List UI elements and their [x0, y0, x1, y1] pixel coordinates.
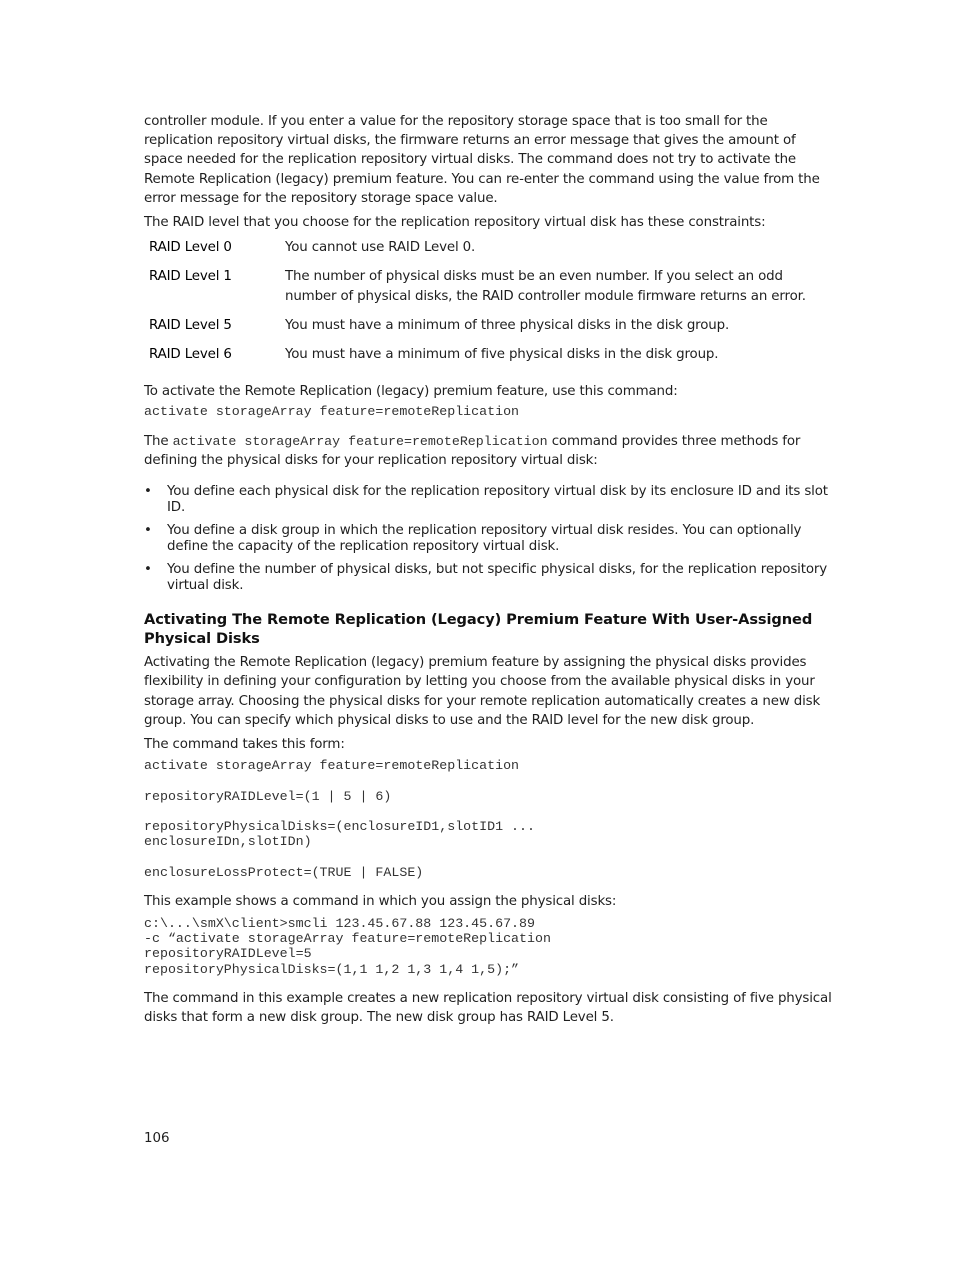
raid-level-label: RAID Level 5	[149, 317, 232, 333]
raid-level-description: You cannot use RAID Level 0.	[285, 240, 476, 256]
list-item	[144, 562, 836, 594]
raid-level-description: You must have a minimum of three physical disks in the disk group.	[285, 317, 730, 333]
methods-prefix: The	[144, 433, 173, 449]
section-paragraph: Activating the Remote Replication (legacy) premium feature by assigning the physical disks provides flexibility in defining your configuration by letting you choose from the available physical disks in your storage array. Choosing the physical disks for your remote replication automatically creates a new disk group. You can specify which physical disks to use and the RAID level for the new disk group.	[144, 655, 821, 728]
document-page	[144, 112, 836, 1033]
example-intro: This example shows a command in which you assign the physical disks:	[144, 894, 617, 910]
bullet-marker: •	[144, 523, 152, 539]
raid-level-label: RAID Level 6	[149, 347, 232, 363]
example-code: c:\...\smX\client>smcli 123.45.67.88 123.45.67.89 -c “activate storageArray feature=remoteReplication repositoryRAIDLevel=5 repositoryPhysicalDisks=(1,1 1,2 1,3 1,4 1,5);”	[144, 915, 551, 977]
bullet-marker: •	[144, 562, 152, 578]
closing-paragraph: The command in this example creates a new replication repository virtual disk consisting of five physical disks that form a new disk group. The new disk group has RAID Level 5.	[144, 991, 832, 1026]
methods-paragraph	[144, 432, 836, 470]
list-item-text: You define each physical disk for the replication repository virtual disk by its enclosure ID and its slot ID.	[167, 484, 828, 516]
table-row	[144, 267, 836, 315]
form-code-line: enclosureLossProtect=(TRUE | FALSE)	[144, 864, 424, 880]
raid-intro: The RAID level that you choose for the replication repository virtual disk has these constraints:	[144, 215, 766, 231]
raid-level-description: The number of physical disks must be an even number. If you select an odd number of physical disks, the RAID controller module firmware returns an error.	[285, 269, 806, 304]
activate-command-code: activate storageArray feature=remoteReplication	[144, 404, 520, 420]
section-heading: Activating The Remote Replication (Legacy) Premium Feature With User-Assigned Physical Disks	[144, 611, 813, 648]
page-number: 106	[144, 1131, 170, 1146]
list-item-text: You define a disk group in which the replication repository virtual disk resides. You can optionally define the capacity of the replication repository virtual disk.	[167, 523, 802, 555]
methods-suffix: command provides three methods for defining the physical disks for your replication repository virtual disk:	[144, 433, 801, 469]
form-code-line: repositoryRAIDLevel=(1 | 5 | 6)	[144, 788, 392, 804]
intro-paragraph: controller module. If you enter a value for the repository storage space that is too small for the replication repository virtual disks, the firmware returns an error message that gives the amount of space needed for the replication repository virtual disks. The command does not try to activate the Remote Replication (legacy) premium feature. You can re-enter the command using the value from the error message for the repository storage space value.	[144, 114, 820, 206]
form-code-line: repositoryPhysicalDisks=(enclosureID1,slotID1 ... enclosureIDn,slotIDn)	[144, 819, 535, 850]
activate-intro: To activate the Remote Replication (legacy) premium feature, use this command:	[144, 384, 678, 400]
table-row	[144, 316, 836, 345]
form-code-line: activate storageArray feature=remoteReplication	[144, 758, 520, 774]
raid-level-description: You must have a minimum of five physical disks in the disk group.	[285, 347, 719, 363]
table-row	[144, 238, 836, 267]
raid-level-label: RAID Level 0	[149, 240, 232, 256]
table-row	[144, 345, 836, 374]
list-item	[144, 484, 836, 516]
form-intro: The command takes this form:	[144, 737, 345, 753]
raid-level-label: RAID Level 1	[149, 269, 232, 285]
list-item	[144, 523, 836, 555]
bullet-marker: •	[144, 484, 152, 500]
list-item-text: You define the number of physical disks, but not specific physical disks, for the replication repository virtual disk.	[167, 562, 827, 594]
methods-list	[144, 484, 836, 594]
inline-command: activate storageArray feature=remoteReplication	[172, 433, 548, 449]
raid-constraints-table	[144, 238, 836, 374]
